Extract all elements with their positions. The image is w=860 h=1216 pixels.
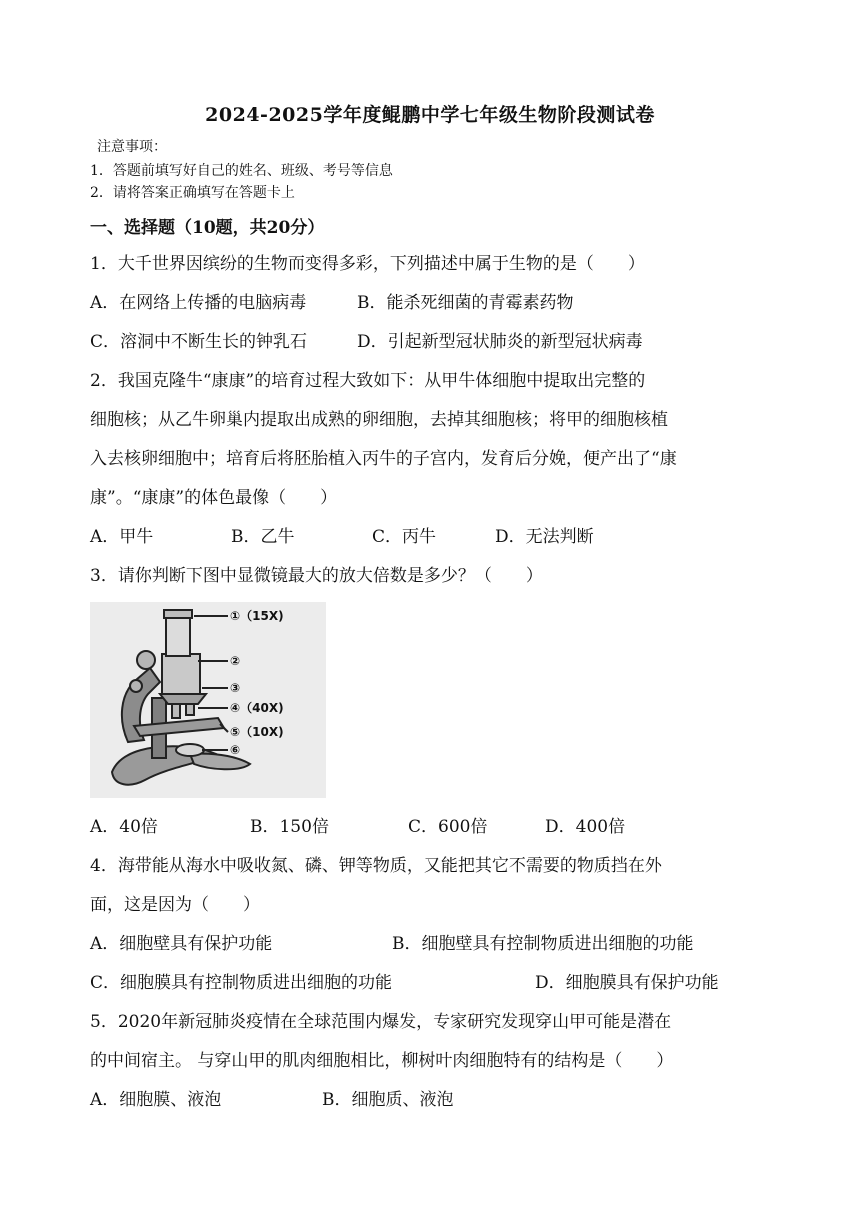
question-5-option-a: A．细胞膜、液泡 xyxy=(90,1090,222,1110)
question-2-stem-line: 细胞核；从乙牛卵巢内提取出成熟的卵细胞，去掉其细胞核；将甲的细胞核植 xyxy=(90,410,668,430)
section-heading: 一、选择题（10题，共20分） xyxy=(90,218,325,238)
figure-label-6: ⑥ xyxy=(230,743,241,757)
figure-label-1: ①（15X) xyxy=(230,609,284,623)
figure-label-4: ④（40X) xyxy=(230,701,284,715)
question-4-option-a: A．细胞壁具有保护功能 xyxy=(90,934,273,954)
question-1-option-c: C．溶洞中不断生长的钟乳石 xyxy=(90,332,308,352)
notice-heading: 注意事项： xyxy=(97,139,167,155)
question-1-stem: 1．大千世界因缤纷的生物而变得多彩，下列描述中属于生物的是（ ） xyxy=(90,254,645,274)
question-1-option-b: B．能杀死细菌的青霉素药物 xyxy=(357,293,574,313)
question-2-option-b: B．乙牛 xyxy=(231,527,295,547)
question-5-stem-line: 5．2020年新冠肺炎疫情在全球范围内爆发，专家研究发现穿山甲可能是潜在 xyxy=(90,1012,672,1032)
question-2-stem-line: 康”。“康康”的体色最像（ ） xyxy=(90,488,338,508)
question-3-option-b: B．150倍 xyxy=(250,817,329,837)
question-4-option-d: D．细胞膜具有保护功能 xyxy=(535,973,719,993)
question-3-option-d: D．400倍 xyxy=(545,817,626,837)
question-4-stem-line: 4．海带能从海水中吸收氮、磷、钾等物质，又能把其它不需要的物质挡在外 xyxy=(90,856,662,876)
exam-title: 2024-2025学年度鲲鹏中学七年级生物阶段测试卷 xyxy=(205,104,655,126)
question-2-option-a: A．甲牛 xyxy=(90,527,154,547)
figure-label-3: ③ xyxy=(230,681,241,695)
question-4-stem-line: 面，这是因为（ ） xyxy=(90,895,260,915)
question-2-option-c: C．丙牛 xyxy=(372,527,437,547)
question-2-stem-line: 入去核卵细胞中；培育后将胚胎植入丙牛的子宫内，发育后分娩，便产出了“康 xyxy=(90,449,677,469)
figure-label-5: ⑤（10X) xyxy=(230,725,284,739)
question-3-stem: 3．请你判断下图中显微镜最大的放大倍数是多少？（ ） xyxy=(90,566,543,586)
question-5-option-b: B．细胞质、液泡 xyxy=(322,1090,454,1110)
question-1-option-a: A．在网络上传播的电脑病毒 xyxy=(90,293,307,313)
question-4-option-b: B．细胞壁具有控制物质进出细胞的功能 xyxy=(392,934,694,954)
question-2-stem-line: 2．我国克隆牛“康康”的培育过程大致如下：从甲牛体细胞中提取出完整的 xyxy=(90,371,646,391)
question-4-option-c: C．细胞膜具有控制物质进出细胞的功能 xyxy=(90,973,393,993)
notice-item: 1．答题前填写好自己的姓名、班级、考号等信息 xyxy=(90,163,393,179)
question-5-stem-line: 的中间宿主。 与穿山甲的肌肉细胞相比，柳树叶肉细胞特有的结构是（ ） xyxy=(90,1051,674,1071)
notice-item: 2．请将答案正确填写在答题卡上 xyxy=(90,185,295,201)
question-2-option-d: D．无法判断 xyxy=(495,527,594,547)
question-1-option-d: D．引起新型冠状肺炎的新型冠状病毒 xyxy=(357,332,643,352)
microscope-figure xyxy=(90,602,326,798)
question-3-option-c: C．600倍 xyxy=(408,817,488,837)
question-3-option-a: A．40倍 xyxy=(90,817,158,837)
figure-label-2: ② xyxy=(230,654,241,668)
